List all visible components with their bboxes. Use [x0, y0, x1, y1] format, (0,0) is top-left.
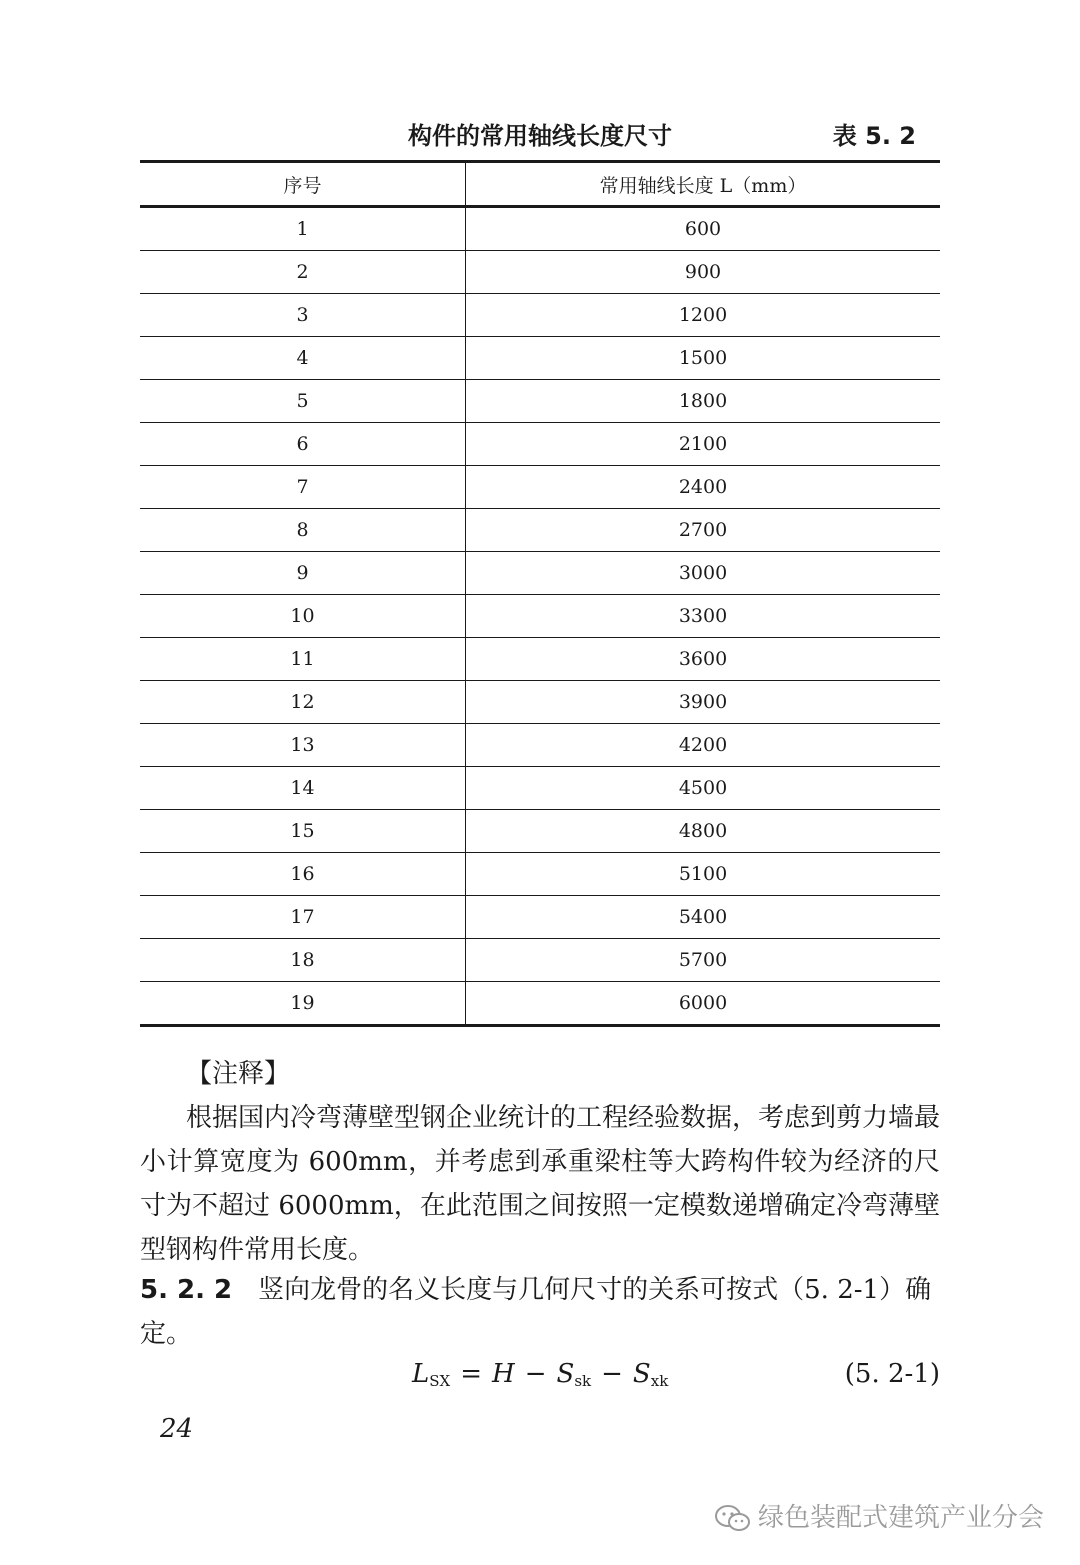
- cell-length: 3000: [466, 552, 941, 595]
- clause-5-2-2: [140, 1268, 940, 1356]
- formula-number: (5. 2-1): [844, 1359, 940, 1389]
- table-row: [140, 896, 940, 939]
- table-header-row: [140, 162, 940, 207]
- cell-length: 3900: [466, 681, 941, 724]
- cell-length: 4200: [466, 724, 941, 767]
- table-row: [140, 251, 940, 294]
- formula-lhs-var: L: [412, 1359, 430, 1389]
- header-seq: 序号: [140, 162, 466, 207]
- cell-length: 1500: [466, 337, 941, 380]
- cell-length: 6000: [678, 992, 728, 1014]
- notes-section: [140, 1052, 940, 1272]
- cell-length: 5100: [466, 853, 941, 896]
- table-row: [140, 638, 940, 681]
- formula-sub-sk: sk: [574, 1372, 592, 1390]
- cell-seq: 2: [140, 251, 466, 294]
- table-row: [140, 337, 940, 380]
- clause-number: 5. 2. 2: [140, 1275, 233, 1305]
- table-row: [140, 423, 940, 466]
- cell-seq: 14: [140, 767, 466, 810]
- table-row: [140, 939, 940, 982]
- table-body: [140, 207, 940, 1026]
- table-row: [140, 810, 940, 853]
- cell-seq: 13: [140, 724, 466, 767]
- cell-seq: 19: [140, 982, 466, 1026]
- cell-length: 1200: [466, 294, 941, 337]
- table-row: [140, 982, 940, 1026]
- table-row: [140, 681, 940, 724]
- formula: [412, 1352, 668, 1403]
- cell-length: 900: [466, 251, 941, 294]
- cell-length: 4800: [466, 810, 941, 853]
- cell-length: 5700: [466, 939, 941, 982]
- table-row: [140, 724, 940, 767]
- cell-seq: 12: [140, 681, 466, 724]
- watermark-text: 绿色装配式建筑产业分会: [757, 1503, 1044, 1533]
- cell-length: 2700: [466, 509, 941, 552]
- table-row: [140, 595, 940, 638]
- formula-equals: =: [460, 1359, 483, 1389]
- header-length: 常用轴线长度 L（mm）: [466, 162, 941, 207]
- cell-seq: 10: [140, 595, 466, 638]
- cell-length: 2100: [466, 423, 941, 466]
- cell-seq: 15: [140, 810, 466, 853]
- cell-seq: 1: [140, 207, 466, 251]
- cell-seq: 18: [140, 939, 466, 982]
- cell-seq: 4: [140, 337, 466, 380]
- formula-sub-xk: xk: [650, 1372, 669, 1390]
- cell-seq: 17: [140, 896, 466, 939]
- table-row: [140, 552, 940, 595]
- cell-length: 1800: [466, 380, 941, 423]
- cell-seq: 6: [140, 423, 466, 466]
- table-row: [140, 509, 940, 552]
- table-row: [140, 380, 940, 423]
- notes-paragraph: 根据国内冷弯薄壁型钢企业统计的工程经验数据，考虑到剪力墙最小计算宽度为 600mm，并考虑到承重梁柱等大跨构件较为经济的尺寸为不超过 6000mm，在此范围之间按照一定模数递增确定冷弯薄壁型钢构件常用长度。: [140, 1103, 941, 1265]
- formula-s1: S: [556, 1359, 575, 1389]
- cell-length: 5400: [466, 896, 941, 939]
- cell-seq: 8: [140, 509, 466, 552]
- notes-heading: 【注释】: [186, 1059, 291, 1089]
- cell-seq: 3: [140, 294, 466, 337]
- cell-length: 4500: [466, 767, 941, 810]
- cell-seq: 7: [140, 466, 466, 509]
- formula-s2: S: [632, 1359, 651, 1389]
- formula-h: H: [492, 1359, 515, 1389]
- wechat-icon: [714, 1504, 752, 1534]
- length-table: [140, 160, 940, 1027]
- clause-text: 竖向龙骨的名义长度与几何尺寸的关系可按式（5. 2-1）确定。: [140, 1275, 932, 1349]
- cell-seq: 11: [140, 638, 466, 681]
- cell-length: 2400: [466, 466, 941, 509]
- table-row: [140, 853, 940, 896]
- table-row: [140, 294, 940, 337]
- cell-length: 3600: [466, 638, 941, 681]
- page-number: 24: [160, 1414, 194, 1444]
- formula-minus-2: −: [601, 1359, 623, 1389]
- table-number: 表 5. 2: [832, 122, 916, 150]
- formula-lhs-sub: SX: [429, 1372, 451, 1390]
- table-row: [140, 466, 940, 509]
- table-row: [140, 767, 940, 810]
- table-caption: [140, 116, 940, 156]
- cell-seq: 16: [140, 853, 466, 896]
- cell-length: 3300: [466, 595, 941, 638]
- table-row: [140, 207, 940, 251]
- cell-seq: 5: [140, 380, 466, 423]
- table-title: 构件的常用轴线长度尺寸: [408, 122, 672, 150]
- watermark: [714, 1498, 1044, 1538]
- cell-seq: 9: [140, 552, 466, 595]
- formula-minus-1: −: [524, 1359, 547, 1389]
- cell-length: 600: [466, 207, 941, 251]
